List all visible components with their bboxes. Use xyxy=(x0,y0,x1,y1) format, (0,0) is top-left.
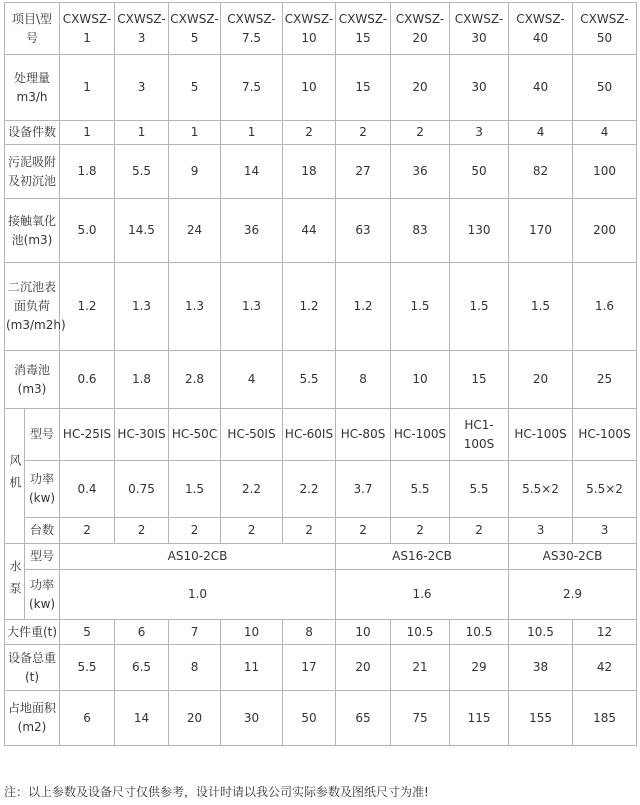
data-cell xyxy=(450,409,509,461)
data-cell: 6 xyxy=(115,620,169,645)
data-cell xyxy=(336,518,391,544)
data-cell: 4 xyxy=(221,351,283,409)
footnote: 注：以上参数及设备尺寸仅供参考，设计时请以我公司实际参数及图纸尺寸为准! xyxy=(4,785,429,799)
cell-text-line: 处理量 xyxy=(14,70,51,85)
data-cell xyxy=(450,461,509,518)
data-cell: 20 xyxy=(336,645,391,691)
data-cell: 1.2 xyxy=(336,263,391,351)
data-cell: 8 xyxy=(283,620,336,645)
data-cell: 40 xyxy=(509,55,573,121)
data-cell: 1.6 xyxy=(573,263,637,351)
cell-text-line: HC-80S xyxy=(340,427,386,441)
data-cell xyxy=(283,461,336,518)
cell-text-line: 及初沉池 xyxy=(8,173,57,188)
data-cell xyxy=(336,409,391,461)
data-cell: 20 xyxy=(391,55,450,121)
cell-text-line: 0.4 xyxy=(77,481,97,496)
model-header xyxy=(336,3,391,55)
cell-text-line: 2 xyxy=(137,523,146,537)
cell-text-line: 1.5 xyxy=(184,481,205,496)
data-cell xyxy=(60,461,115,518)
data-cell xyxy=(169,409,221,461)
fan-sub-label xyxy=(25,461,60,518)
data-cell: 8 xyxy=(169,645,221,691)
data-cell: 30 xyxy=(450,55,509,121)
data-cell: 1.8 xyxy=(115,351,169,409)
data-cell xyxy=(283,518,336,544)
cell-text-line: HC-100S xyxy=(578,427,631,441)
data-cell: 130 xyxy=(450,199,509,263)
cell-text-line: 5.5 xyxy=(469,481,489,496)
pump-model-cell: AS10-2CB xyxy=(60,544,336,570)
data-cell: 1 xyxy=(169,121,221,145)
table-row xyxy=(5,3,637,55)
header-label: 项目\型号 xyxy=(5,3,60,55)
data-cell: 5 xyxy=(60,620,115,645)
cell-text-line: 2 xyxy=(359,523,367,537)
data-cell: 155 xyxy=(509,691,573,746)
data-cell: 10.5 xyxy=(509,620,573,645)
data-cell: 75 xyxy=(391,691,450,746)
data-cell: 18 xyxy=(283,145,336,199)
data-cell: 5.5 xyxy=(283,351,336,409)
cell-text-line: HC-50C xyxy=(171,427,218,441)
data-cell: 1.5 xyxy=(450,263,509,351)
cell-text-line: CXWSZ- xyxy=(117,11,166,26)
cell-text-line: 面负荷 xyxy=(14,299,51,313)
data-cell: 10.5 xyxy=(450,620,509,645)
cell-text-line: CXWSZ- xyxy=(454,11,504,26)
cell-text-line: (m3) xyxy=(17,381,47,396)
data-cell xyxy=(115,409,169,461)
cell-text-line: 1 xyxy=(83,30,91,45)
data-cell xyxy=(115,461,169,518)
table-row xyxy=(5,55,637,121)
data-cell: 63 xyxy=(336,199,391,263)
row-label xyxy=(5,145,60,199)
spec-table-body xyxy=(5,3,637,746)
data-cell: 25 xyxy=(573,351,637,409)
data-cell: 20 xyxy=(169,691,221,746)
cell-text-line: 型号 xyxy=(30,427,55,441)
data-cell xyxy=(509,461,573,518)
data-cell xyxy=(221,409,283,461)
data-cell: 20 xyxy=(509,351,573,409)
data-cell xyxy=(115,518,169,544)
fan-group-label: 风机 xyxy=(5,409,25,544)
cell-text-line: HC-25IS xyxy=(62,427,112,441)
cell-text-line: 消毒池 xyxy=(14,362,51,377)
cell-text-line: 10 xyxy=(301,30,317,45)
data-cell: 3 xyxy=(115,55,169,121)
cell-text-line: CXWSZ- xyxy=(62,11,112,26)
pump-group-label: 水泵 xyxy=(5,544,25,620)
data-cell: 10 xyxy=(336,620,391,645)
cell-text-line: HC-50IS xyxy=(227,427,276,441)
data-cell xyxy=(221,461,283,518)
data-cell: 170 xyxy=(509,199,573,263)
pump-power-cell: 2.9 xyxy=(509,570,637,620)
row-label xyxy=(5,263,66,351)
table-row xyxy=(5,199,637,263)
data-cell xyxy=(169,461,221,518)
data-cell xyxy=(509,518,573,544)
data-cell: 65 xyxy=(336,691,391,746)
data-cell: 82 xyxy=(509,145,573,199)
table-row xyxy=(5,570,637,620)
data-cell xyxy=(169,518,221,544)
cell-text-line: HC-100S xyxy=(393,427,447,441)
cell-text-line: (m3/m2h) xyxy=(6,318,66,332)
cell-text-line: 2 xyxy=(190,523,199,537)
cell-text-line: HC-30IS xyxy=(117,427,166,441)
data-cell: 7.5 xyxy=(221,55,283,121)
row-label xyxy=(5,55,60,121)
cell-text-line: 污泥吸附 xyxy=(8,154,57,169)
cell-text-line: 100S xyxy=(463,436,495,451)
data-cell: 29 xyxy=(450,645,509,691)
data-cell: 100 xyxy=(573,145,637,199)
data-cell xyxy=(509,409,573,461)
data-cell xyxy=(60,409,115,461)
table-row xyxy=(5,461,637,518)
data-cell: 7 xyxy=(169,620,221,645)
data-cell xyxy=(283,409,336,461)
cell-text-line: m3/h xyxy=(16,89,48,104)
data-cell: 1.8 xyxy=(60,145,115,199)
model-header xyxy=(391,3,450,55)
data-cell: 4 xyxy=(573,121,637,145)
cell-text-line: 占地面积 xyxy=(8,701,57,715)
data-cell: 4 xyxy=(509,121,573,145)
cell-text-line: HC-60IS xyxy=(284,427,334,441)
data-cell: 42 xyxy=(573,645,637,691)
data-cell xyxy=(391,518,450,544)
cell-text-line: 功率 xyxy=(30,472,55,486)
data-cell xyxy=(336,461,391,518)
cell-text-line: 15 xyxy=(355,30,371,45)
data-cell: 11 xyxy=(221,645,283,691)
cell-text-line: 2.2 xyxy=(241,481,262,496)
data-cell: 38 xyxy=(509,645,573,691)
data-cell: 21 xyxy=(391,645,450,691)
row-label xyxy=(5,121,60,145)
cell-text-line: 设备件数 xyxy=(8,125,57,139)
data-cell xyxy=(60,518,115,544)
cell-text-line: 5.5×2 xyxy=(586,481,623,496)
data-cell: 14 xyxy=(115,691,169,746)
data-cell xyxy=(391,461,450,518)
cell-text-line: 功率 xyxy=(30,577,55,592)
fan-sub-label xyxy=(25,518,60,544)
data-cell: 2.8 xyxy=(169,351,221,409)
cell-text-line: 2 xyxy=(247,523,256,537)
cell-text-line: 3 xyxy=(137,30,146,45)
model-header xyxy=(115,3,169,55)
model-header xyxy=(509,3,573,55)
data-cell: 44 xyxy=(283,199,336,263)
data-cell xyxy=(573,518,637,544)
cell-text-line: CXWSZ- xyxy=(395,11,445,26)
data-cell: 10 xyxy=(221,620,283,645)
data-cell: 200 xyxy=(573,199,637,263)
cell-text-line: CXWSZ- xyxy=(284,11,334,26)
data-cell: 6 xyxy=(60,691,115,746)
data-cell: 1.2 xyxy=(283,263,336,351)
data-cell: 24 xyxy=(169,199,221,263)
data-cell: 12 xyxy=(573,620,637,645)
data-cell: 2 xyxy=(336,121,391,145)
data-cell: 1 xyxy=(60,121,115,145)
data-cell: 1 xyxy=(115,121,169,145)
data-cell: 10.5 xyxy=(391,620,450,645)
data-cell: 15 xyxy=(336,55,391,121)
cell-text-line: 2 xyxy=(83,523,91,537)
data-cell xyxy=(221,518,283,544)
data-cell: 83 xyxy=(391,199,450,263)
row-label xyxy=(5,691,60,746)
cell-text-line: 池(m3) xyxy=(11,232,53,247)
data-cell: 14.5 xyxy=(115,199,169,263)
data-cell: 5.5 xyxy=(60,645,115,691)
cell-text-line: 5.5×2 xyxy=(522,481,559,496)
pump-model-cell: AS30-2CB xyxy=(509,544,637,570)
pump-power-cell: 1.6 xyxy=(336,570,509,620)
cell-text-line: (kw) xyxy=(28,596,56,611)
cell-text-line: 2 xyxy=(305,523,313,537)
model-header xyxy=(283,3,336,55)
pump-power-label xyxy=(25,570,60,620)
cell-text-line: 设备总重 xyxy=(8,650,57,665)
table-row xyxy=(5,145,637,199)
model-header xyxy=(221,3,283,55)
pump-model-label: 型号 xyxy=(25,544,60,570)
cell-text-line: (kw) xyxy=(28,491,56,505)
data-cell: 0.6 xyxy=(60,351,115,409)
data-cell: 1 xyxy=(221,121,283,145)
data-cell: 5.0 xyxy=(60,199,115,263)
cell-text-line: 30 xyxy=(471,30,487,45)
data-cell: 2 xyxy=(283,121,336,145)
cell-text-line: HC-100S xyxy=(514,427,567,441)
row-label xyxy=(5,199,60,263)
cell-text-line: 7.5 xyxy=(241,30,262,45)
data-cell: 5.5 xyxy=(115,145,169,199)
pump-model-cell: AS16-2CB xyxy=(336,544,509,570)
data-cell: 1.5 xyxy=(509,263,573,351)
data-cell: 1.3 xyxy=(169,263,221,351)
cell-text-line: 3 xyxy=(600,523,609,537)
data-cell: 1.3 xyxy=(115,263,169,351)
cell-text-line: 3.7 xyxy=(353,481,373,496)
data-cell: 50 xyxy=(450,145,509,199)
data-cell: 1.2 xyxy=(60,263,115,351)
cell-text-line: 二沉池表 xyxy=(8,280,57,294)
cell-text-line: 台数 xyxy=(30,523,55,537)
cell-text-line: CXWSZ- xyxy=(338,11,388,26)
cell-text-line: 2 xyxy=(416,523,424,537)
model-header xyxy=(60,3,115,55)
table-row xyxy=(5,409,637,461)
data-cell: 115 xyxy=(450,691,509,746)
cell-text-line: 2.2 xyxy=(299,481,319,496)
data-cell: 10 xyxy=(391,351,450,409)
row-label xyxy=(5,645,60,691)
row-label xyxy=(5,620,60,645)
row-label xyxy=(5,351,60,409)
pump-power-cell: 1.0 xyxy=(60,570,336,620)
data-cell: 36 xyxy=(221,199,283,263)
cell-text-line: 3 xyxy=(536,523,545,537)
spec-table xyxy=(4,2,637,746)
model-header xyxy=(169,3,221,55)
cell-text-line: 0.75 xyxy=(128,481,155,496)
table-row xyxy=(5,263,637,351)
fan-sub-label xyxy=(25,409,60,461)
cell-text-line: 接触氧化 xyxy=(8,213,57,228)
data-cell: 6.5 xyxy=(115,645,169,691)
cell-text-line: 5.5 xyxy=(410,481,430,496)
table-row xyxy=(5,518,637,544)
data-cell: 17 xyxy=(283,645,336,691)
data-cell: 1.3 xyxy=(221,263,283,351)
table-row xyxy=(5,620,637,645)
cell-text-line: CXWSZ- xyxy=(580,11,629,26)
cell-text-line: CXWSZ- xyxy=(170,11,219,26)
cell-text-line: HC1- xyxy=(464,417,494,432)
model-header xyxy=(573,3,637,55)
data-cell: 15 xyxy=(450,351,509,409)
data-cell: 14 xyxy=(221,145,283,199)
cell-text-line: (t) xyxy=(24,669,40,684)
data-cell: 1.5 xyxy=(391,263,450,351)
table-row xyxy=(5,544,637,570)
table-row xyxy=(5,351,637,409)
data-cell xyxy=(450,518,509,544)
data-cell: 2 xyxy=(391,121,450,145)
table-row xyxy=(5,645,637,691)
data-cell: 50 xyxy=(283,691,336,746)
data-cell xyxy=(573,409,637,461)
table-row xyxy=(5,121,637,145)
cell-text-line: 大件重(t) xyxy=(6,624,58,639)
cell-text-line: 5 xyxy=(190,30,199,45)
cell-text-line: (m2) xyxy=(17,720,47,734)
data-cell: 27 xyxy=(336,145,391,199)
cell-text-line: 2 xyxy=(475,523,483,537)
cell-text-line: 50 xyxy=(596,30,613,45)
cell-text-line: 20 xyxy=(412,30,428,45)
cell-text-line: 40 xyxy=(532,30,549,45)
data-cell: 3 xyxy=(450,121,509,145)
data-cell: 9 xyxy=(169,145,221,199)
data-cell xyxy=(573,461,637,518)
data-cell xyxy=(391,409,450,461)
data-cell: 8 xyxy=(336,351,391,409)
data-cell: 10 xyxy=(283,55,336,121)
data-cell: 1 xyxy=(60,55,115,121)
data-cell: 185 xyxy=(573,691,637,746)
model-header xyxy=(450,3,509,55)
table-row xyxy=(5,691,637,746)
cell-text-line: CXWSZ- xyxy=(227,11,276,26)
cell-text-line: CXWSZ- xyxy=(516,11,565,26)
data-cell: 5 xyxy=(169,55,221,121)
data-cell: 36 xyxy=(391,145,450,199)
data-cell: 50 xyxy=(573,55,637,121)
data-cell: 30 xyxy=(221,691,283,746)
